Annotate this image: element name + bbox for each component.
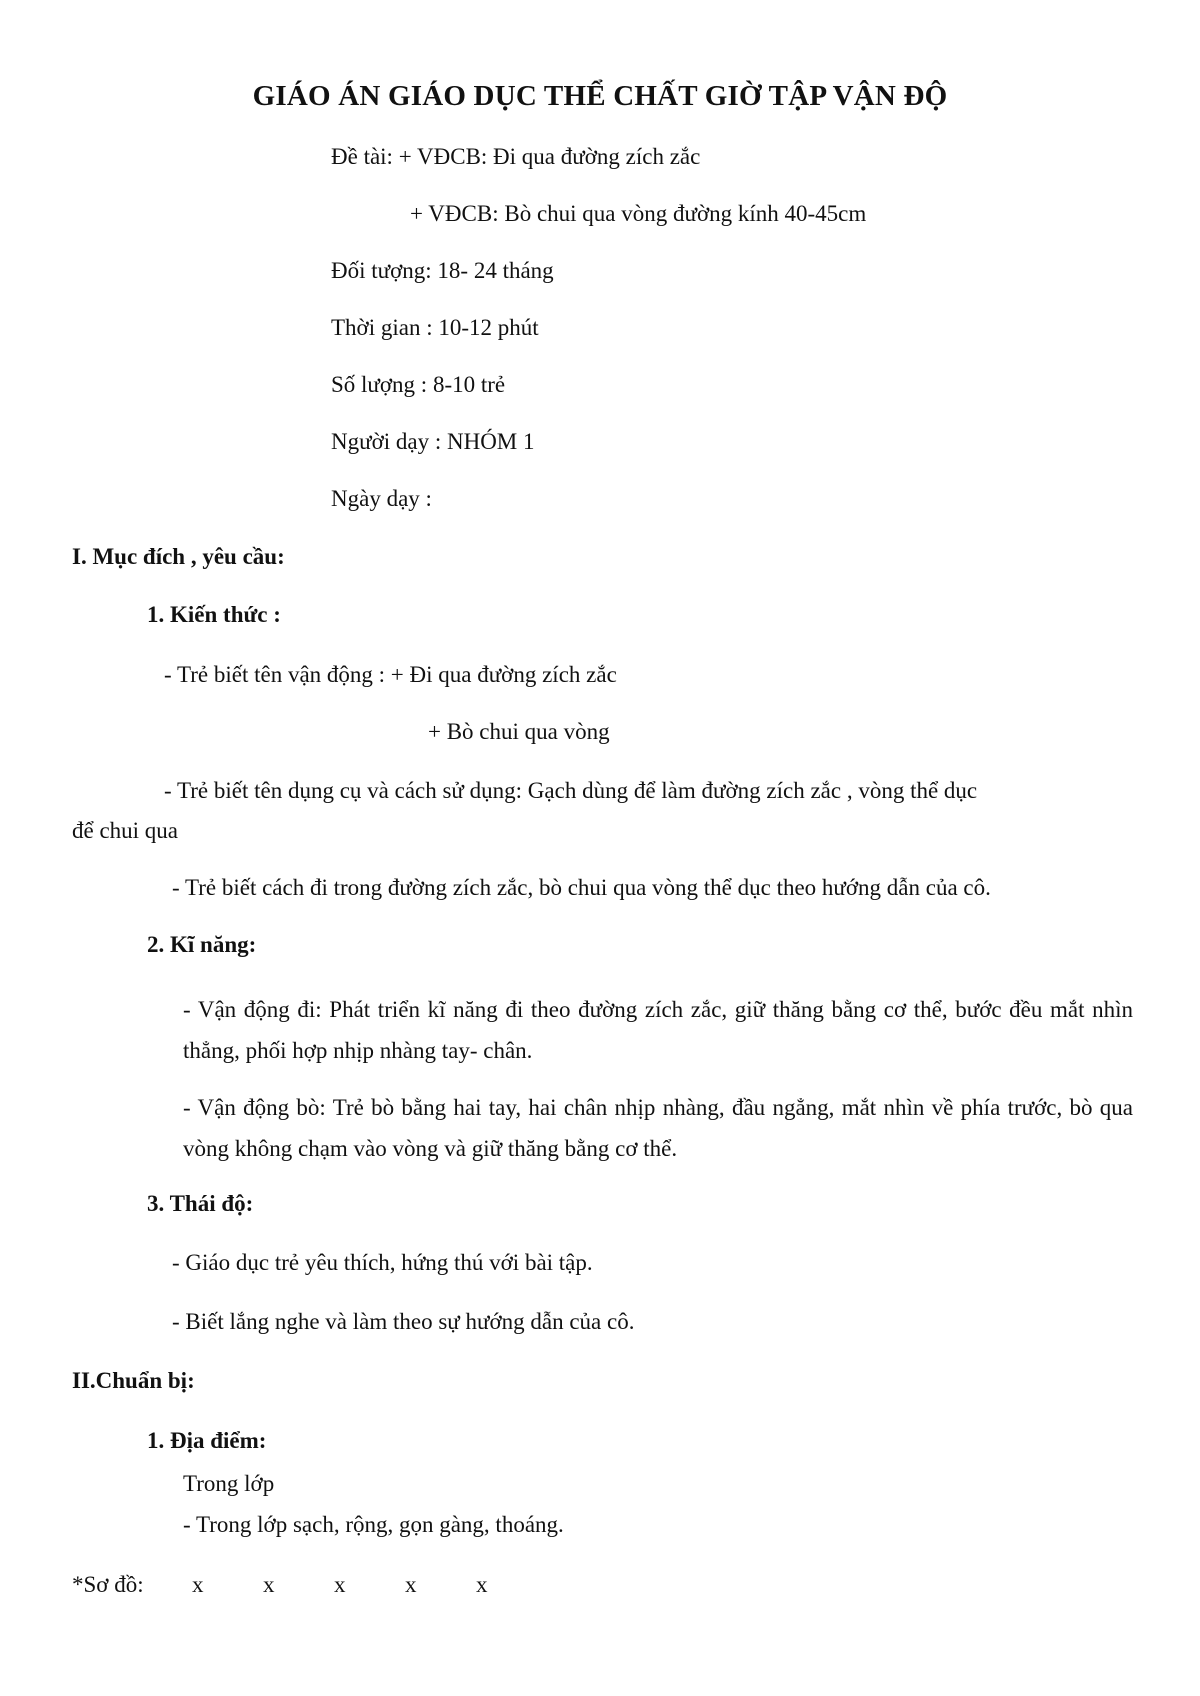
diagram-mark: x — [192, 1572, 204, 1597]
section-2-heading: II.Chuẩn bị: — [72, 1368, 195, 1393]
location-line-1: Trong lớp — [183, 1471, 275, 1496]
skills-paragraph-crawling: - Vận động bò: Trẻ bò bằng hai tay, hai chân nhịp nhàng, đầu ngẳng, mắt nhìn về phía trước, bò qua vòng không chạm vào vòng và giữ thăng bằng cơ thể. — [183, 1095, 1133, 1161]
diagram-mark: x — [263, 1572, 275, 1597]
attitude-heading: 3. Thái độ: — [147, 1191, 254, 1216]
layout-diagram — [72, 1571, 547, 1600]
topic-line-2: + VĐCB: Bò chui qua vòng đường kính 40-45cm — [410, 201, 867, 226]
knowledge-para-line-b: để chui qua — [72, 818, 179, 843]
knowledge-line-1: - Trẻ biết tên vận động : + Đi qua đường zích zắc — [164, 662, 617, 687]
skills-heading: 2. Kĩ năng: — [147, 932, 257, 957]
knowledge-line-3: - Trẻ biết cách đi trong đường zích zắc, bò chui qua vòng thể dục theo hướng dẫn của cô. — [172, 875, 991, 900]
location-heading: 1. Địa điểm: — [147, 1428, 267, 1453]
skills-paragraph-walking: - Vận động đi: Phát triển kĩ năng đi theo đường zích zắc, giữ thăng bằng cơ thể, bước đều mắt nhìn thẳng, phối hợp nhịp nhàng tay- chân. — [183, 997, 1133, 1063]
quantity: Số lượng : 8-10 trẻ — [331, 372, 506, 397]
attitude-line-1: - Giáo dục trẻ yêu thích, hứng thú với bài tập. — [172, 1250, 593, 1275]
diagram-mark: x — [334, 1572, 346, 1597]
topic-line-1: Đề tài: + VĐCB: Đi qua đường zích zắc — [331, 144, 701, 169]
teacher: Người dạy : NHÓM 1 — [331, 429, 535, 454]
target-group: Đối tượng: 18- 24 tháng — [331, 258, 554, 283]
duration: Thời gian : 10-12 phút — [331, 315, 539, 340]
knowledge-line-2: + Bò chui qua vòng — [428, 719, 610, 744]
diagram-mark: x — [476, 1572, 488, 1597]
diagram-label: *Sơ đồ: — [72, 1572, 144, 1597]
attitude-line-2: - Biết lắng nghe và làm theo sự hướng dẫn của cô. — [172, 1309, 635, 1334]
diagram-mark: x — [405, 1572, 417, 1597]
teaching-date: Ngày dạy : — [331, 486, 432, 511]
section-1-heading: I. Mục đích , yêu cầu: — [72, 544, 285, 569]
knowledge-para-line-a: - Trẻ biết tên dụng cụ và cách sử dụng: Gạch dùng để làm đường zích zắc , vòng thể dục — [164, 778, 978, 803]
document-title: GIÁO ÁN GIÁO DỤC THỂ CHẤT GIỜ TẬP VẬN ĐỘ — [252, 80, 948, 112]
location-line-2: - Trong lớp sạch, rộng, gọn gàng, thoáng. — [183, 1512, 564, 1537]
knowledge-heading: 1. Kiến thức : — [147, 602, 281, 627]
